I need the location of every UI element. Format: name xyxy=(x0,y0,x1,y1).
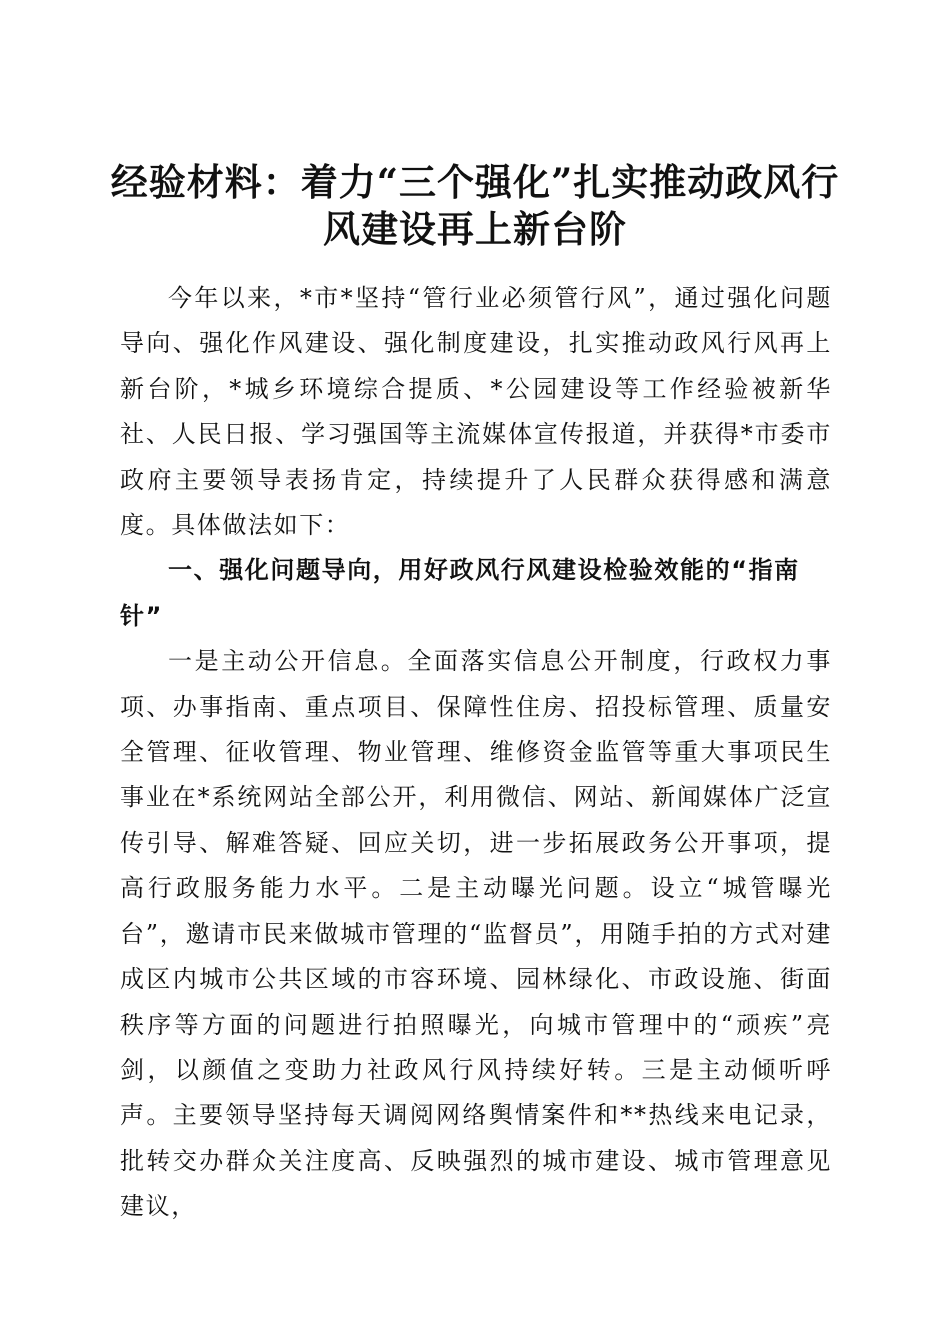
section-heading-1: 一、强化问题导向，用好政风行风建设检验效能的“指南针” xyxy=(120,556,800,630)
title-line-1: 经验材料：着力“三个强化”扎实推动政风行 xyxy=(110,159,840,204)
section-1-paragraph: 一是主动公开信息。全面落实信息公开制度，行政权力事项、办事指南、重点项目、保障性住房、招投标管理、质量安全管理、征收管理、物业管理、维修资金监管等重大事项民生事业在*系统网站全部公开，利用微信、网站、新闻媒体广泛宣传引导、解难答疑、回应关切，进一步拓展政务公开事项，提高行政服务能力水平。二是主动曝光问题。设立“城管曝光台”，邀请市民来做城市管理的“监督员”，用随手拍的方式对建成区内城市公共区域的市容环境、园林绿化、市政设施、街面秩序等方面的问题进行拍照曝光，向城市管理中的“顽疾”亮剑，以颜值之变助力社政风行风持续好转。三是主动倾听呼声。主要领导坚持每天调阅网络舆情案件和**热线来电记录，批转交办群众关注度高、反映强烈的城市建设、城市管理意见建议， xyxy=(120,647,832,1221)
document-body xyxy=(120,276,832,1230)
title-line-2: 风建设再上新台阶 xyxy=(323,206,627,251)
document-title xyxy=(100,159,850,253)
intro-paragraph: 今年以来，*市*坚持“管行业必须管行风”，通过强化问题导向、强化作风建设、强化制度建设，扎实推动政风行风再上新台阶，*城乡环境综合提质、*公园建设等工作经验被新华社、人民日报、学习强国等主流媒体宣传报道，并获得*市委市政府主要领导表扬肯定，持续提升了人民群众获得感和满意度。具体做法如下： xyxy=(120,284,832,540)
